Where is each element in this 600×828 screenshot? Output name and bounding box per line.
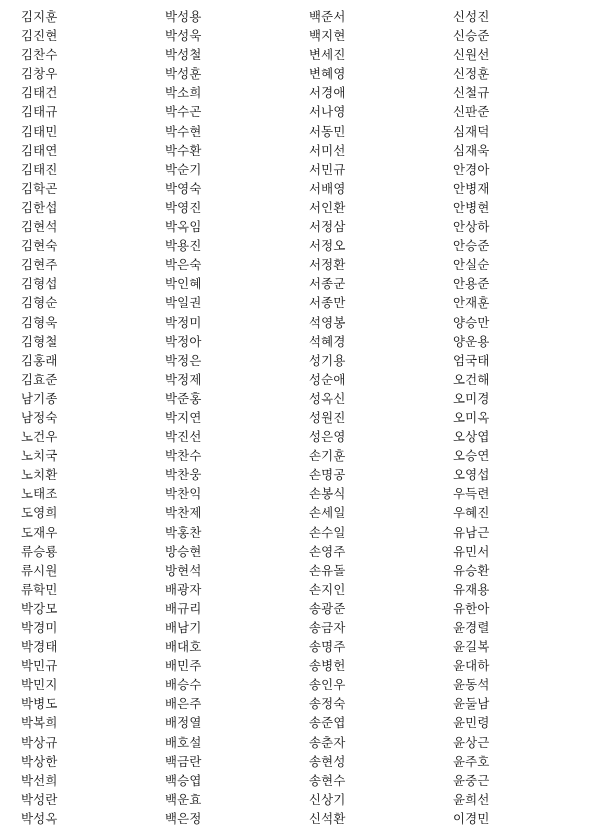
name-cell: 서정삼 [309, 219, 346, 235]
name-cell: 오미경 [453, 390, 490, 406]
name-cell: 노태조 [21, 486, 58, 502]
name-cell: 손기훈 [309, 448, 346, 464]
name-cell: 윤희선 [453, 791, 490, 807]
name-cell: 윤길복 [453, 639, 490, 655]
name-cell: 서종만 [309, 295, 346, 311]
name-cell: 성옥신 [309, 390, 346, 406]
name-cell: 백승엽 [165, 772, 202, 788]
name-cell: 송광준 [309, 600, 346, 616]
name-cell: 서미선 [309, 142, 346, 158]
name-cell: 김태진 [21, 161, 58, 177]
name-cell: 박상규 [21, 734, 58, 750]
name-cell: 송현성 [309, 753, 346, 769]
name-cell: 윤둘남 [453, 696, 490, 712]
name-cell: 박은숙 [165, 257, 202, 273]
name-cell: 백금란 [165, 753, 202, 769]
name-cell: 박인혜 [165, 276, 202, 292]
name-cell: 노건우 [21, 429, 58, 445]
name-cell: 송명주 [309, 639, 346, 655]
name-cell: 오미옥 [453, 409, 490, 425]
name-cell: 백준서 [309, 9, 346, 24]
name-cell: 안재훈 [453, 295, 490, 311]
name-cell: 서동민 [309, 123, 346, 139]
name-cell: 서나영 [309, 104, 346, 120]
name-cell: 도재우 [21, 524, 58, 540]
name-cell: 윤상근 [453, 734, 490, 750]
name-cell: 김현숙 [21, 238, 58, 254]
name-cell: 박복희 [21, 715, 58, 731]
name-cell: 오승연 [453, 448, 490, 464]
name-cell: 박민지 [21, 677, 58, 693]
name-cell: 안병현 [453, 199, 490, 215]
name-cell: 박준홍 [165, 390, 202, 406]
name-cell: 방현석 [165, 562, 202, 578]
name-cell: 박민규 [21, 658, 58, 674]
name-cell: 김태건 [21, 85, 58, 101]
name-cell: 손명공 [309, 467, 346, 483]
name-cell: 박수곤 [165, 104, 202, 120]
name-cell: 신성진 [453, 9, 490, 24]
name-cell: 박용진 [165, 238, 202, 254]
name-cell: 김진현 [21, 28, 58, 44]
name-cell: 박홍찬 [165, 524, 202, 540]
name-cell: 박영숙 [165, 180, 202, 196]
name-cell: 김지훈 [21, 9, 58, 24]
name-cell: 손수일 [309, 524, 346, 540]
name-cell: 안병재 [453, 180, 490, 196]
name-cell: 박정은 [165, 352, 202, 368]
name-cell: 유한아 [453, 600, 490, 616]
name-cell: 박정미 [165, 314, 202, 330]
name-cell: 이경민 [453, 810, 490, 826]
name-cell: 김형욱 [21, 314, 58, 330]
name-cell: 김창우 [21, 66, 58, 82]
name-cell: 오건해 [453, 371, 490, 387]
name-cell: 배광자 [165, 581, 202, 597]
name-cell: 류승룡 [21, 543, 58, 559]
name-cell: 김태연 [21, 142, 58, 158]
name-cell: 윤중근 [453, 772, 490, 788]
name-cell: 신승준 [453, 28, 490, 44]
name-cell: 심재욱 [453, 142, 490, 158]
name-cell: 윤민령 [453, 715, 490, 731]
name-cell: 송정숙 [309, 696, 346, 712]
name-cell: 윤동석 [453, 677, 490, 693]
name-cell: 우득련 [453, 486, 490, 502]
name-cell: 손봉식 [309, 486, 346, 502]
name-cell: 양승만 [453, 314, 490, 330]
name-cell: 김태규 [21, 104, 58, 120]
name-list-grid [0, 7, 600, 828]
name-cell: 안용준 [453, 276, 490, 292]
name-cell: 우혜진 [453, 505, 490, 521]
name-cell: 류학민 [21, 581, 58, 597]
name-cell: 김태민 [21, 123, 58, 139]
name-cell: 박순기 [165, 161, 202, 177]
name-cell: 김학곤 [21, 180, 58, 196]
name-cell: 박찬웅 [165, 467, 202, 483]
name-cell: 류시원 [21, 562, 58, 578]
name-cell: 노치환 [21, 467, 58, 483]
name-cell: 김형순 [21, 295, 58, 311]
name-cell: 변혜영 [309, 66, 346, 82]
name-cell: 안승준 [453, 238, 490, 254]
name-cell: 박수환 [165, 142, 202, 158]
name-cell: 박성란 [21, 791, 58, 807]
name-cell: 유남근 [453, 524, 490, 540]
name-cell: 박찬익 [165, 486, 202, 502]
name-cell: 안상하 [453, 219, 490, 235]
name-cell: 김홍래 [21, 352, 58, 368]
name-cell: 김찬수 [21, 47, 58, 63]
name-cell: 박상한 [21, 753, 58, 769]
name-cell: 심재덕 [453, 123, 490, 139]
name-cell: 송준엽 [309, 715, 346, 731]
name-cell: 김현석 [21, 219, 58, 235]
name-cell: 박찬제 [165, 505, 202, 521]
name-cell: 박성옥 [21, 810, 58, 826]
name-cell: 석영봉 [309, 314, 346, 330]
name-cell: 송춘자 [309, 734, 346, 750]
name-cell: 백운효 [165, 791, 202, 807]
name-cell: 서경애 [309, 85, 346, 101]
name-cell: 배대호 [165, 639, 202, 655]
name-cell: 성기용 [309, 352, 346, 368]
name-cell: 서민규 [309, 161, 346, 177]
name-cell: 손유돌 [309, 562, 346, 578]
name-cell: 박수현 [165, 123, 202, 139]
name-cell: 배남기 [165, 620, 202, 635]
name-cell: 신상기 [309, 791, 346, 807]
name-cell: 배호설 [165, 734, 202, 750]
name-cell: 양운용 [453, 333, 490, 349]
name-cell: 서배영 [309, 180, 346, 196]
name-cell: 백은정 [165, 810, 202, 826]
name-cell: 박지연 [165, 409, 202, 425]
name-cell: 박정제 [165, 371, 202, 387]
name-cell: 석혜경 [309, 333, 346, 349]
name-cell: 김한섭 [21, 199, 58, 215]
name-cell: 박성훈 [165, 66, 202, 82]
name-cell: 손지인 [309, 581, 346, 597]
name-cell: 배민주 [165, 658, 202, 674]
name-cell: 백지현 [309, 28, 346, 44]
name-cell: 송병헌 [309, 658, 346, 674]
name-cell: 김현주 [21, 257, 58, 273]
name-cell: 신정훈 [453, 66, 490, 82]
name-cell: 서정환 [309, 257, 346, 273]
name-cell: 윤주호 [453, 753, 490, 769]
name-cell: 유승환 [453, 562, 490, 578]
name-cell: 유재용 [453, 581, 490, 597]
name-cell: 송금자 [309, 620, 346, 635]
name-cell: 방승현 [165, 543, 202, 559]
name-cell: 송인우 [309, 677, 346, 693]
name-cell: 유민서 [453, 543, 490, 559]
name-cell: 성순애 [309, 371, 346, 387]
name-cell: 도영희 [21, 505, 58, 521]
name-cell: 손세일 [309, 505, 346, 521]
name-cell: 노치국 [21, 448, 58, 464]
name-cell: 남기종 [21, 390, 58, 406]
name-cell: 박소희 [165, 85, 202, 101]
name-cell: 박강모 [21, 600, 58, 616]
name-cell: 박진선 [165, 429, 202, 445]
name-cell: 박옥임 [165, 219, 202, 235]
name-cell: 배승수 [165, 677, 202, 693]
name-cell: 박성철 [165, 47, 202, 63]
name-cell: 엄국태 [453, 352, 490, 368]
name-cell: 윤대하 [453, 658, 490, 674]
name-cell: 오영섭 [453, 467, 490, 483]
name-cell: 김형섭 [21, 276, 58, 292]
name-cell: 박일권 [165, 295, 202, 311]
name-cell: 변세진 [309, 47, 346, 63]
name-cell: 박찬수 [165, 448, 202, 464]
name-cell: 신철규 [453, 85, 490, 101]
name-cell: 박성욱 [165, 28, 202, 44]
name-cell: 박선희 [21, 772, 58, 788]
name-cell: 박경미 [21, 620, 58, 635]
name-cell: 남정숙 [21, 409, 58, 425]
name-cell: 신판준 [453, 104, 490, 120]
name-cell: 배정열 [165, 715, 202, 731]
name-cell: 손영주 [309, 543, 346, 559]
name-cell: 박경태 [21, 639, 58, 655]
name-cell: 신석환 [309, 810, 346, 826]
name-cell: 안경아 [453, 161, 490, 177]
name-cell: 김형철 [21, 333, 58, 349]
name-cell: 신원선 [453, 47, 490, 63]
name-cell: 서인환 [309, 199, 346, 215]
name-cell: 성원진 [309, 409, 346, 425]
name-cell: 박병도 [21, 696, 58, 712]
name-cell: 오상엽 [453, 429, 490, 445]
name-cell: 박성용 [165, 9, 202, 24]
name-cell: 박영진 [165, 199, 202, 215]
name-cell: 서종군 [309, 276, 346, 292]
name-cell: 성은영 [309, 429, 346, 445]
name-cell: 박정아 [165, 333, 202, 349]
name-cell: 김효준 [21, 371, 58, 387]
name-cell: 송현수 [309, 772, 346, 788]
name-cell: 서정오 [309, 238, 346, 254]
name-cell: 안실순 [453, 257, 490, 273]
name-cell: 배규리 [165, 600, 202, 616]
name-cell: 배은주 [165, 696, 202, 712]
name-cell: 윤경렬 [453, 620, 490, 635]
